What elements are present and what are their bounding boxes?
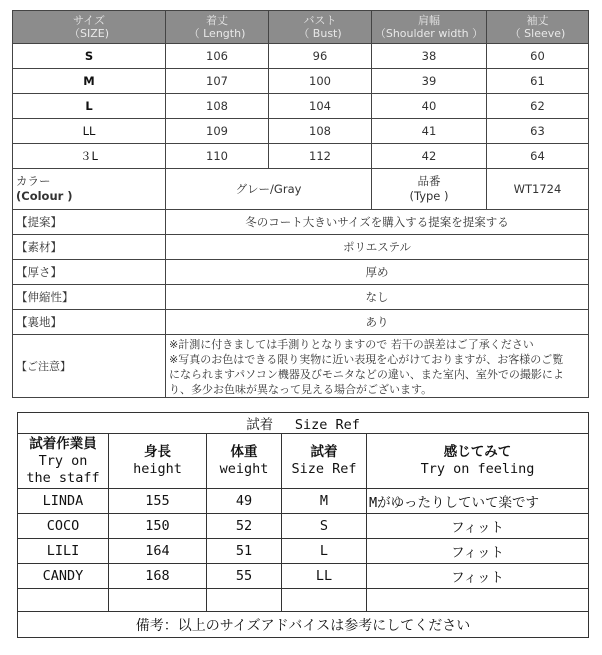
- header-bust: バスト （ Bust): [269, 11, 372, 44]
- attribute-row: [13, 210, 589, 235]
- spec-row: [13, 69, 589, 94]
- header-feeling: 感じてみて Try on feeling: [367, 434, 589, 489]
- header-size: サイズ （SIZE): [13, 11, 166, 44]
- sleeve-cell: 61: [487, 69, 589, 94]
- length-cell: 106: [166, 44, 269, 69]
- spec-row: [13, 94, 589, 119]
- length-cell: 110: [166, 144, 269, 169]
- shoulder-cell: 42: [372, 144, 487, 169]
- bust-cell: 100: [269, 69, 372, 94]
- fitting-row: [18, 539, 589, 564]
- size-spec-table: [12, 10, 589, 398]
- fitting-row: [18, 564, 589, 589]
- shoulder-cell: 38: [372, 44, 487, 69]
- header-sleeve: 袖丈 （ Sleeve): [487, 11, 589, 44]
- fitting-table: [17, 412, 589, 638]
- size-cell: ３L: [13, 144, 166, 169]
- note-row: [13, 335, 589, 398]
- staff-weight: 55: [207, 564, 282, 589]
- header-staff: 試着作業員 Try on the staff: [18, 434, 109, 489]
- note-body: [166, 335, 589, 398]
- header-height: 身長 height: [109, 434, 207, 489]
- staff-weight: 51: [207, 539, 282, 564]
- sleeve-cell: 63: [487, 119, 589, 144]
- length-cell: 107: [166, 69, 269, 94]
- spec-row: [13, 44, 589, 69]
- attribute-row: [13, 310, 589, 335]
- staff-weight: 52: [207, 514, 282, 539]
- staff-height: 168: [109, 564, 207, 589]
- note-line: ※計測に付きましては手測りとなりますので 若干の誤差はご了承ください: [169, 338, 534, 351]
- attribute-row: [13, 235, 589, 260]
- color-value: グレー/Gray: [166, 169, 372, 210]
- header-weight: 体重 weight: [207, 434, 282, 489]
- size-cell: S: [13, 44, 166, 69]
- note-label: 【ご注意】: [13, 335, 166, 398]
- shoulder-cell: 41: [372, 119, 487, 144]
- spec-row: [13, 119, 589, 144]
- fitting-header-row: [18, 434, 589, 489]
- staff-size: S: [282, 514, 367, 539]
- staff-size: L: [282, 539, 367, 564]
- attribute-row: [13, 285, 589, 310]
- fitting-row: [18, 514, 589, 539]
- staff-name: COCO: [18, 514, 109, 539]
- staff-height: 155: [109, 489, 207, 514]
- color-type-row: [13, 169, 589, 210]
- fitting-title-row: [18, 413, 589, 434]
- note-line: り、多少お色味が異なって見える場合がございます。: [169, 383, 433, 396]
- staff-feeling: フィット: [367, 564, 589, 589]
- fitting-footer: 備考：以上のサイズアドバイスは参考にしてください: [18, 612, 589, 638]
- shoulder-cell: 39: [372, 69, 487, 94]
- type-label: 品番 (Type ): [372, 169, 487, 210]
- staff-height: 150: [109, 514, 207, 539]
- attribute-value: 厚め: [166, 260, 589, 285]
- attribute-value: ポリエステル: [166, 235, 589, 260]
- blank-row: [18, 589, 589, 612]
- header-shoulder: 肩幅 （Shoulder width ）: [372, 11, 487, 44]
- attribute-label: 【厚さ】: [13, 260, 166, 285]
- staff-height: 164: [109, 539, 207, 564]
- attribute-label: 【提案】: [13, 210, 166, 235]
- size-cell: L: [13, 94, 166, 119]
- type-value: WT1724: [487, 169, 589, 210]
- length-cell: 108: [166, 94, 269, 119]
- size-cell: LL: [13, 119, 166, 144]
- attribute-value: なし: [166, 285, 589, 310]
- fitting-row: [18, 489, 589, 514]
- staff-feeling: フィット: [367, 514, 589, 539]
- header-length: 着丈 （ Length): [166, 11, 269, 44]
- staff-size: M: [282, 489, 367, 514]
- bust-cell: 104: [269, 94, 372, 119]
- shoulder-cell: 40: [372, 94, 487, 119]
- fitting-footer-row: [18, 612, 589, 638]
- bust-cell: 112: [269, 144, 372, 169]
- staff-size: LL: [282, 564, 367, 589]
- spec-header-row: [13, 11, 589, 44]
- sleeve-cell: 60: [487, 44, 589, 69]
- staff-feeling: フィット: [367, 539, 589, 564]
- length-cell: 109: [166, 119, 269, 144]
- fitting-title: 試着 Size Ref: [18, 413, 589, 434]
- sleeve-cell: 62: [487, 94, 589, 119]
- staff-name: LINDA: [18, 489, 109, 514]
- size-cell: M: [13, 69, 166, 94]
- spec-row: [13, 144, 589, 169]
- bust-cell: 108: [269, 119, 372, 144]
- bust-cell: 96: [269, 44, 372, 69]
- staff-feeling: Mがゆったりしていて楽です: [367, 489, 589, 514]
- header-size-ref: 試着 Size Ref: [282, 434, 367, 489]
- attribute-value: あり: [166, 310, 589, 335]
- attribute-row: [13, 260, 589, 285]
- attribute-label: 【裏地】: [13, 310, 166, 335]
- color-label: カラー (Colour ): [13, 169, 166, 210]
- staff-weight: 49: [207, 489, 282, 514]
- note-line: になられますパソコン機器及びモニタなどの違い、また室内、室外での撮影によ: [169, 368, 564, 381]
- staff-name: LILI: [18, 539, 109, 564]
- note-line: ※写真のお色はできる限り実物に近い表現を心がけておりますが、お客様のご覧: [169, 353, 564, 366]
- attribute-label: 【伸縮性】: [13, 285, 166, 310]
- attribute-label: 【素材】: [13, 235, 166, 260]
- attribute-value: 冬のコート大きいサイズを購入する提案を提案する: [166, 210, 589, 235]
- staff-name: CANDY: [18, 564, 109, 589]
- sleeve-cell: 64: [487, 144, 589, 169]
